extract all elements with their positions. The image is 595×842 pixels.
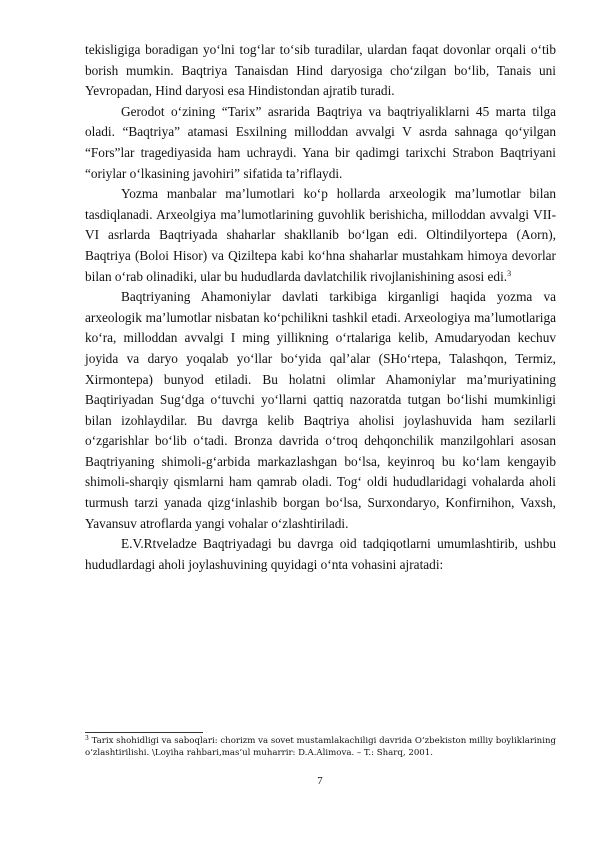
page-number: 7 xyxy=(317,775,323,787)
paragraph-3 xyxy=(85,184,556,287)
footnote-reference: 3 xyxy=(507,268,512,278)
footnote-marker: 3 xyxy=(85,735,89,742)
paragraph-3-text: Yozma manbalar ma’lumotlari ko‘p hollarda arxeologik ma’lumotlar bilan tasdiqlanadi. Arxeolgiya ma’lumotlarining guvohlik berishicha, milloddan avvalgi VII-VI asrlarda Baqtriyada shaharlar shakllanib bo‘lgan edi. Oltindilyortepa (Aorn), Baqtriya (Boloi Hisor) va Qiziltepa kabi ko‘hna shaharlar mustahkam himoya devorlar bilan o‘rab olinadiki, ular bu hududlarda davlatchilik rivojlanishining asosi edi. xyxy=(85,186,556,284)
footnote xyxy=(85,736,556,759)
footnote-text: Tarix shohidligi va saboqlari: chorizm va sovet mustamlakachiligi davrida O‘zbekiston milliy boyliklarining o‘zlashtirilishi. \Loyiha rahbari,mas’ul muharrir: D.A.Alimova. – T.: Sharq, 2001. xyxy=(85,736,557,758)
paragraph-5: E.V.Rtveladze Baqtriyadagi bu davrga oid tadqiqotlarni umumlashtirib, ushbu hududlardagi aholi joylashuvining quyidagi o‘nta vohasini ajratadi: xyxy=(85,536,556,572)
body-text xyxy=(85,40,556,575)
footnote-divider xyxy=(85,732,203,733)
paragraph-2: Gerodot o‘zining “Tarix” asrarida Baqtriya va baqtriyaliklarni 45 marta tilga oladi. “Baqtriya” atamasi Esxilning milloddan avvalgi V asrda sahnaga qo‘yilgan “Fors”lar tragediyasida ham uchraydi. Yana bir qadimgi tarixchi Strabon Baqtriyani “oriylar o‘lkasining javohiri” sifatida ta’riflaydi. xyxy=(85,103,556,181)
paragraph-4: Baqtriyaning Ahamoniylar davlati tarkibiga kirganligi haqida yozma va arxeologik ma’lumotlar nisbatan ko‘pchilikni tashkil etadi. Arxeologiya ma’lumotlariga ko‘ra, milloddan avvalgi I ming yillikning o‘rtalariga kelib, Amudaryodan kechuv joyida va daryo yoqalab yo‘llar bo‘yida qal’alar (SHo‘rtepa, Talashqon, Termiz, Xirmontepa) bunyod etiladi. Bu holatni olimlar Ahamoniylar ma’muriyatining Baqtiriyadan Sug‘dga o‘tuvchi yo‘llarni qattiq nazoratda tutgan bo‘lishi mumkinligi bilan izohlaydilar. Bu davrga kelib Baqtriya aholisi joylashuvida ham sezilarli o‘zgarishlar bo‘lib o‘tadi. Bronza davrida o‘troq dehqonchilik manzilgohlari asosan Baqtriyaning shimoli-g‘arbida markazlashgan bo‘lsa, keyinroq bu ko‘lam kengayib shimoli-sharqiy qismlarni ham qamrab oladi. Tog‘ oldi hududlaridagi vohalarda aholi turmush tarzi yanada qizg‘inlashib borgan bo‘lsa, Surxondaryo, Konfirnihon, Vaxsh, Yavansuv atroflarda yangi vohalar o‘zlashtiriladi. xyxy=(85,289,556,531)
paragraph-1: tekisligiga boradigan yo‘lni tog‘lar to‘sib turadilar, ulardan faqat dovonlar orqali o‘tib borish mumkin. Baqtriya Tanaisdan Hind daryosiga cho‘zilgan bo‘lib, Tanais uni Yevropadan, Hind daryosi esa Hindistondan ajratib turadi. xyxy=(85,42,556,99)
